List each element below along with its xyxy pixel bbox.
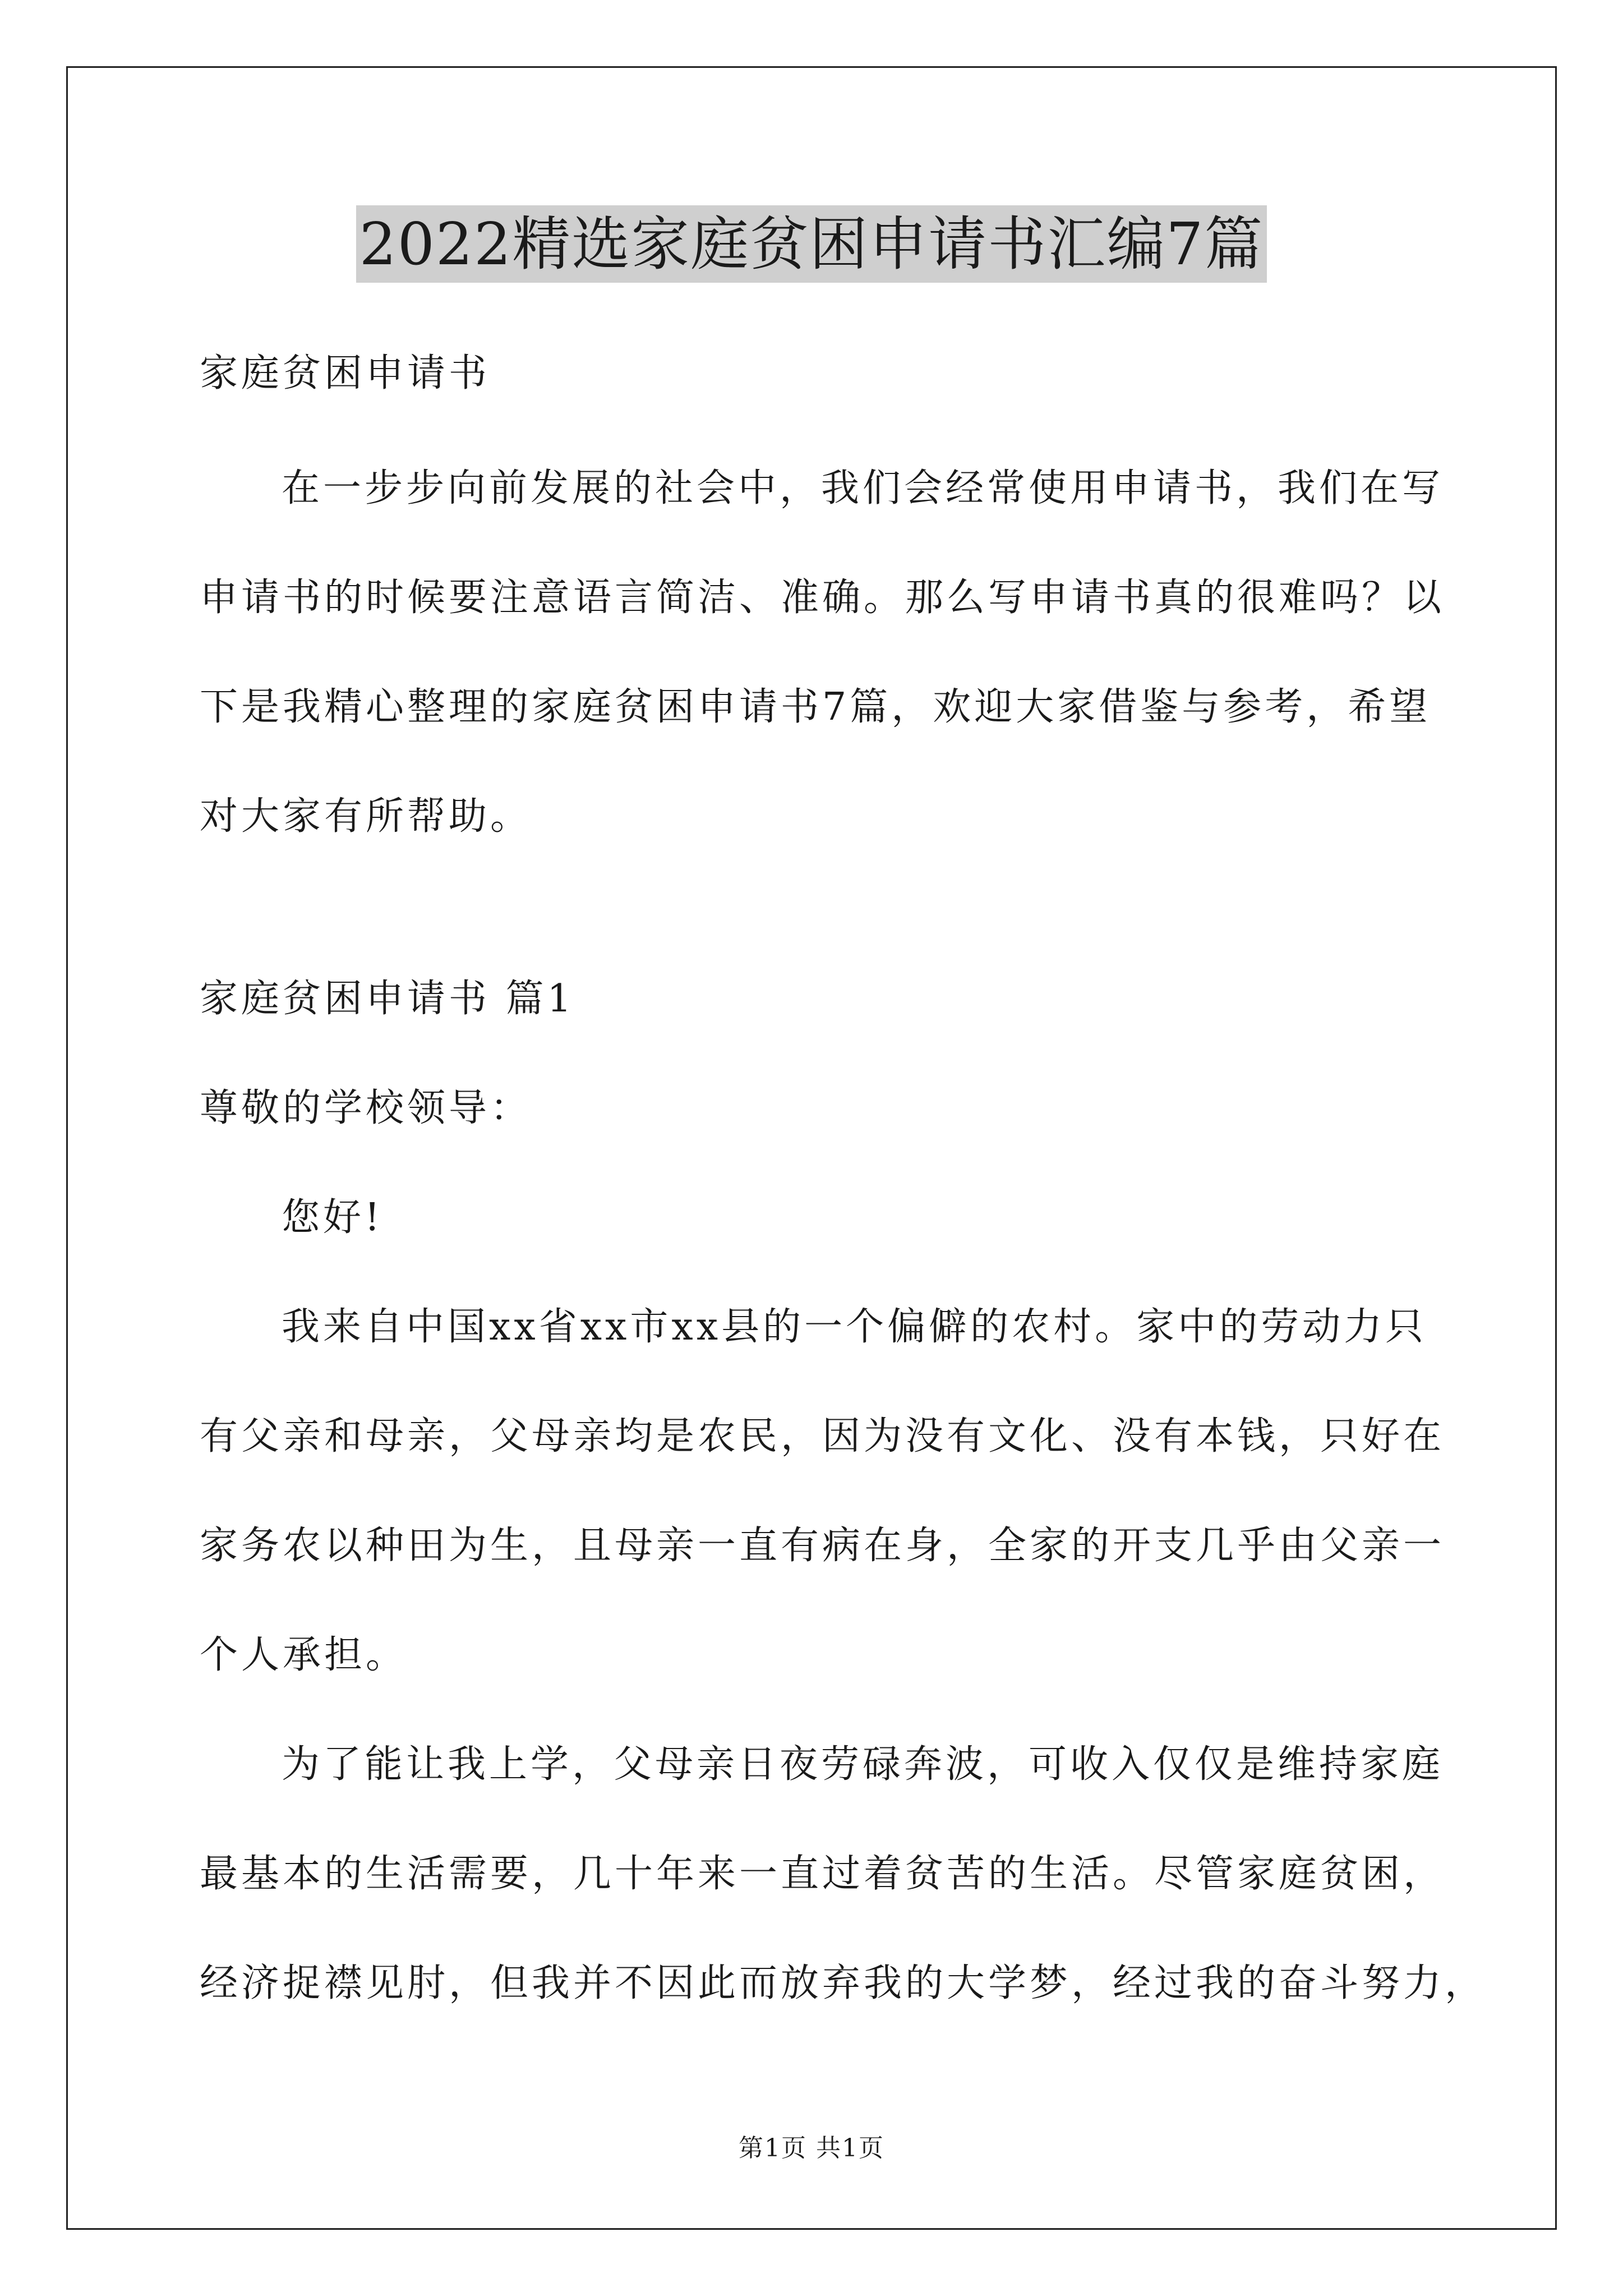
title-container (0, 205, 1623, 283)
paragraph-line: 我来自中国xx省xx市xx县的一个偏僻的农村。家中的劳动力只 (282, 1305, 1427, 1349)
paragraph-line: 家务农以种田为生，且母亲一直有病在身，全家的开支几乎由父亲一 (200, 1524, 1445, 1568)
paragraph-line: 申请书的时候要注意语言简洁、准确。那么写申请书真的很难吗？以 (200, 576, 1445, 620)
page-footer: 第1页 共1页 (739, 2134, 884, 2162)
greeting: 您好! (282, 1195, 384, 1240)
paragraph-line: 最基本的生活需要，几十年来一直过着贫苦的生活。尽管家庭贫困， (200, 1852, 1445, 1896)
paragraph-line: 在一步步向前发展的社会中，我们会经常使用申请书，我们在写 (282, 466, 1444, 510)
document-title: 2022精选家庭贫困申请书汇编7篇 (356, 205, 1267, 283)
paragraph-line: 个人承担。 (200, 1633, 408, 1677)
section-heading: 家庭贫困申请书 (200, 351, 491, 395)
paragraph-line: 经济捉襟见肘，但我并不因此而放弃我的大学梦，经过我的奋斗努力， (200, 1961, 1487, 2005)
paragraph-line: 为了能让我上学，父母亲日夜劳碌奔波，可收入仅仅是维持家庭 (282, 1742, 1444, 1787)
section-heading: 家庭贫困申请书 篇1 (200, 977, 575, 1021)
paragraph-line: 下是我精心整理的家庭贫困申请书7篇，欢迎大家借鉴与参考，希望 (200, 685, 1431, 729)
paragraph-line: 对大家有所帮助。 (200, 794, 532, 839)
salutation: 尊敬的学校领导： (200, 1086, 532, 1130)
paragraph-line: 有父亲和母亲，父母亲均是农民，因为没有文化、没有本钱，只好在 (200, 1414, 1445, 1458)
